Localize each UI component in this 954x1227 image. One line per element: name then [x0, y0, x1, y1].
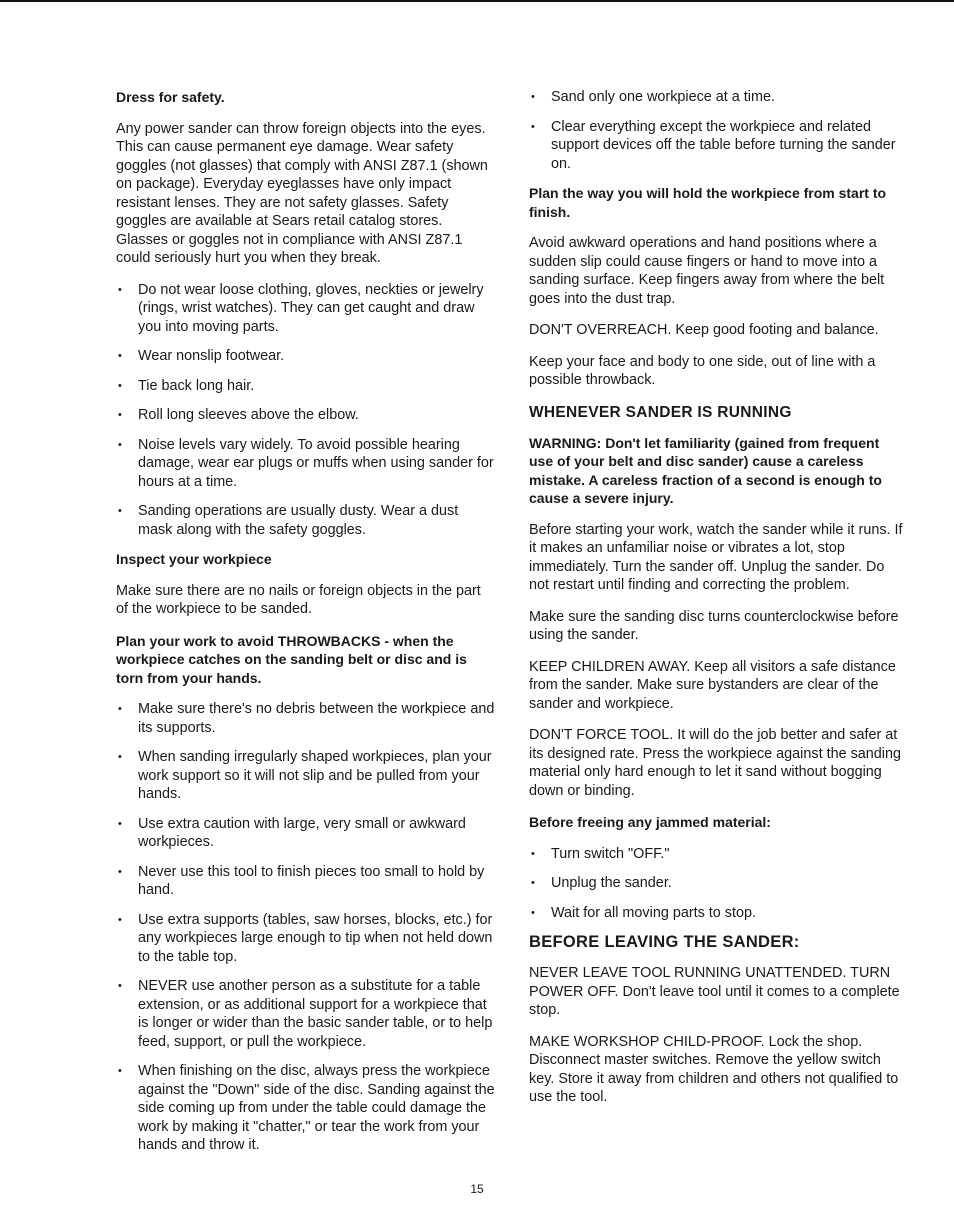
warning-text: WARNING: Don't let familiarity (gained from frequent use of your belt and disc sander) cause a careless mistake. A careless fraction of a second is enough to cause a severe injury. [529, 434, 882, 506]
top-rule [0, 0, 954, 2]
list-item: • Turn switch "OFF." [529, 845, 905, 864]
throwback-paragraph: Keep your face and body to one side, out of line with a possible throwback. [529, 353, 876, 388]
list-item: • Wait for all moving parts to stop. [529, 904, 905, 923]
list-item: • Never use this tool to finish pieces too small to hold by hand. [116, 863, 496, 900]
dress-heading: Dress for safety. [116, 89, 225, 105]
unattended-paragraph: NEVER LEAVE TOOL RUNNING UNATTENDED. TURN POWER OFF. Don't leave tool until it comes to a complete stop. [529, 965, 900, 1018]
throwback-bullet-list [116, 700, 496, 1155]
list-item: • Roll long sleeves above the elbow. [116, 406, 496, 425]
hold-paragraph: Avoid awkward operations and hand positions where a sudden slip could cause fingers or hand to move into a sanding surface. Keep fingers away from where the belt goes into the dust trap. [529, 235, 885, 307]
list-item: • Make sure there's no debris between the workpiece and its supports. [116, 700, 496, 737]
list-item: • Unplug the sander. [529, 874, 905, 893]
dress-paragraph: Any power sander can throw foreign objects into the eyes. This can cause permanent eye damage. Wear safety goggles (not glasses) that comply with ANSI Z87.1 (shown on package). Everyday eyeglasses have only impact resistant lenses. They are not safety glasses. Safety goggles are available at Sears retail catalog stores. Glasses or goggles not in compliance with ANSI Z87.1 could seriously hurt you when they break. [116, 120, 488, 266]
left-column [116, 88, 496, 1166]
overreach-paragraph: DON'T OVERREACH. Keep good footing and balance. [529, 322, 879, 338]
hold-heading: Plan the way you will hold the workpiece from start to finish. [529, 185, 887, 220]
list-item: • Noise levels vary widely. To avoid possible hearing damage, wear ear plugs or muffs when using sander for hours at a time. [116, 436, 496, 492]
list-item: • When sanding irregularly shaped workpieces, plan your work support so it will not slip and be pulled from your hands. [116, 748, 496, 804]
list-item: • Sand only one workpiece at a time. [529, 88, 905, 107]
throwback-heading: Plan your work to avoid THROWBACKS - when the workpiece catches on the sanding belt or disc and is torn from your hands. [116, 632, 467, 686]
page-number: 15 [470, 1182, 484, 1196]
list-item: • Sanding operations are usually dusty. Wear a dust mask along with the safety goggles. [116, 502, 496, 539]
running-section-title: WHENEVER SANDER IS RUNNING [529, 403, 792, 421]
inspect-heading: Inspect your workpiece [116, 551, 272, 567]
list-item: • Tie back long hair. [116, 377, 496, 396]
list-item: • Use extra supports (tables, saw horses, blocks, etc.) for any workpieces large enough to tip when not held down to the table top. [116, 911, 496, 967]
list-item: • NEVER use another person as a substitute for a table extension, or as additional support for a workpiece that is longer or wider than the basic sander table, or to help feed, support, or pull the workpiece. [116, 977, 496, 1051]
top-bullet-list [529, 88, 905, 173]
leaving-section-title: BEFORE LEAVING THE SANDER: [529, 933, 800, 951]
list-item: • Use extra caution with large, very small or awkward workpieces. [116, 815, 496, 852]
jam-heading: Before freeing any jammed material: [529, 814, 771, 830]
running-paragraph: Before starting your work, watch the sander while it runs. If it makes an unfamiliar noise or vibrates a lot, stop immediately. Turn the sander off. Unplug the sander. Do not restart until finding and correcting the problem. [529, 521, 903, 593]
jam-bullet-list [529, 845, 905, 923]
list-item: • When finishing on the disc, always press the workpiece against the "Down" side of the disc. Sanding against the side coming up from under the table could damage the work by making it "chatter," or tear the work from your hands and throw it. [116, 1062, 496, 1155]
inspect-paragraph: Make sure there are no nails or foreign objects in the part of the workpiece to be sanded. [116, 582, 481, 617]
list-item: • Clear everything except the workpiece and related support devices off the table before turning the sander on. [529, 118, 905, 174]
dress-bullet-list [116, 281, 496, 540]
force-tool-paragraph: DON'T FORCE TOOL. It will do the job better and safer at its designed rate. Press the workpiece against the sanding material only hard enough to let it sand without bogging down or binding. [529, 727, 901, 799]
list-item: • Wear nonslip footwear. [116, 347, 496, 366]
children-paragraph: KEEP CHILDREN AWAY. Keep all visitors a safe distance from the sander. Make sure bystanders are clear of the sander and workpiece. [529, 658, 896, 712]
disc-direction-paragraph: Make sure the sanding disc turns counterclockwise before using the sander. [529, 608, 899, 643]
right-column [529, 88, 905, 1120]
list-item: • Do not wear loose clothing, gloves, neckties or jewelry (rings, wrist watches). They can get caught and draw you into moving parts. [116, 281, 496, 337]
child-proof-paragraph: MAKE WORKSHOP CHILD-PROOF. Lock the shop. Disconnect master switches. Remove the yellow switch key. Store it away from children and others not qualified to use the tool. [529, 1033, 899, 1105]
